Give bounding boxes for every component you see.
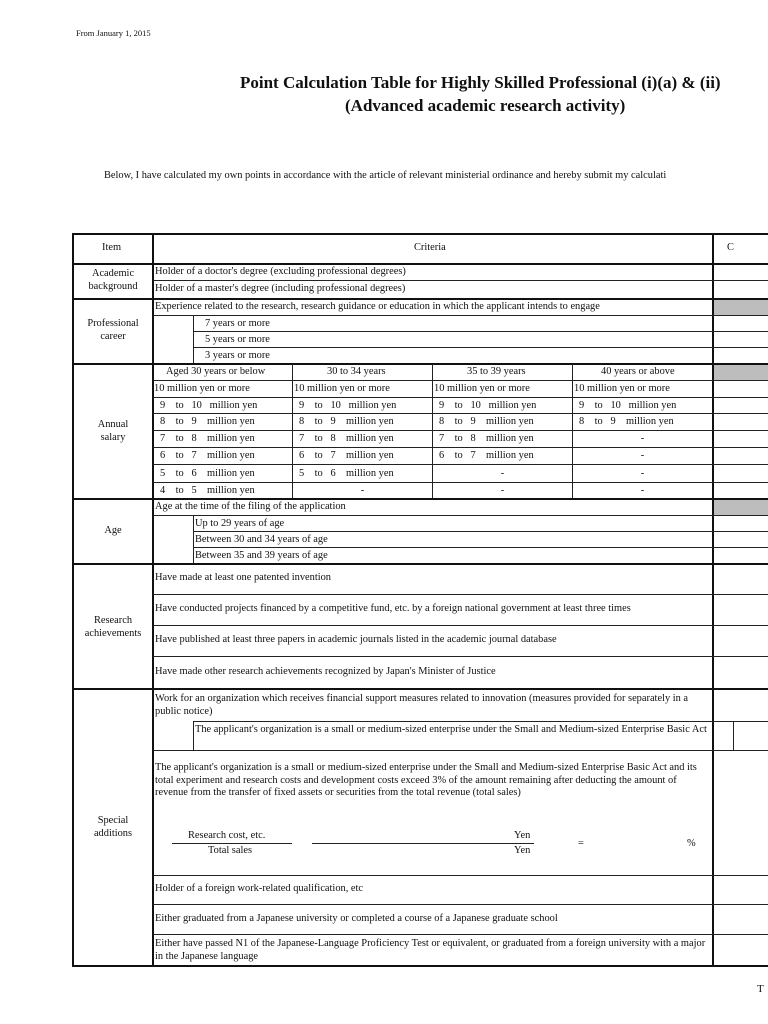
career-5years: 5 years or more <box>205 334 270 345</box>
academic-label-line2: background <box>88 280 138 292</box>
salary-label-line2: salary <box>100 431 126 443</box>
equals-sign: = <box>578 838 584 849</box>
salary-cell: 6 to 7 million yen <box>439 450 534 461</box>
innovation-criteria: Work for an organization which receives financial support measures related to innovation (measures provided for separately in a public notice) <box>155 693 689 717</box>
career-label-line2: career <box>100 330 126 342</box>
research-label-line2: achievements <box>84 627 142 639</box>
salary-cell: 6 to 7 million yen <box>160 450 255 461</box>
salary-cell: 10 million yen or more <box>294 383 390 394</box>
shaded-cell <box>714 499 768 515</box>
qualification-criteria: Holder of a foreign work-related qualification, etc <box>155 883 364 894</box>
salary-cell: 9 to 10 million yen <box>439 400 537 411</box>
research-label <box>74 615 152 640</box>
career-label <box>74 318 152 343</box>
salary-age-header: 40 years or above <box>601 366 675 377</box>
salary-age-header: 30 to 34 years <box>327 366 386 377</box>
yen-unit: Yen <box>514 830 531 841</box>
salary-cell: 8 to 9 million yen <box>439 416 534 427</box>
col-criteria-header: Criteria <box>414 242 446 253</box>
title-line2: (Advanced academic research activity) <box>345 96 626 115</box>
page-mark: T <box>757 983 764 995</box>
salary-cell: - <box>640 433 645 444</box>
special-label-line1: Special <box>97 815 129 826</box>
percent-sign: % <box>687 838 696 849</box>
research-row: Have conducted projects financed by a competitive fund, etc. by a foreign national government at least three times <box>155 603 631 614</box>
age-row: Between 35 and 39 years of age <box>195 550 328 561</box>
salary-cell: 8 to 9 million yen <box>299 416 394 427</box>
research-label-line1: Research <box>93 615 133 626</box>
salary-cell: 5 to 6 million yen <box>299 468 394 479</box>
yen-unit: Yen <box>514 845 531 856</box>
salary-cell: - <box>640 450 645 461</box>
academic-label <box>74 268 152 293</box>
salary-cell: - <box>640 468 645 479</box>
career-3years: 3 years or more <box>205 350 270 361</box>
salary-cell: 10 million yen or more <box>154 383 250 394</box>
age-row: Between 30 and 34 years of age <box>195 534 328 545</box>
japanese-university-criteria: Either graduated from a Japanese university or completed a course of a Japanese graduate school <box>155 913 558 924</box>
salary-cell: 9 to 10 million yen <box>579 400 677 411</box>
salary-cell: 5 to 6 million yen <box>160 468 255 479</box>
special-label-line2: additions <box>93 827 133 839</box>
salary-cell: 7 to 8 million yen <box>299 433 394 444</box>
shaded-cell <box>714 299 768 315</box>
salary-cell: - <box>500 485 505 496</box>
intro-text: Below, I have calculated my own points in accordance with the article of relevant ministerial ordinance and hereby submit my calculati <box>104 170 667 181</box>
col-item-header: Item <box>102 242 122 253</box>
career-7years: 7 years or more <box>205 318 270 329</box>
salary-cell: 9 to 10 million yen <box>160 400 258 411</box>
salary-cell: 4 to 5 million yen <box>160 485 255 496</box>
criteria-master: Holder of a master's degree (including professional degrees) <box>155 283 406 294</box>
shaded-cell <box>714 364 768 380</box>
salary-cell: 10 million yen or more <box>574 383 670 394</box>
rnd-criteria: The applicant's organization is a small or medium-sized enterprise under the Small and Medium-sized Enterprise Basic Act and its total experiment and research costs and development costs exceed 3% of the amount remaining after deducting the amount of revenue from the transfer of fixed assets or securities from the total revenue (total sales) <box>155 762 697 798</box>
age-label: Age <box>104 525 122 536</box>
salary-cell: 10 million yen or more <box>434 383 530 394</box>
salary-cell: - <box>500 468 505 479</box>
salary-label <box>74 419 152 444</box>
age-row: Up to 29 years of age <box>195 518 285 529</box>
total-sales-label: Total sales <box>208 845 252 856</box>
title-line1: Point Calculation Table for Highly Skilled Professional (i)(a) & (ii) <box>240 73 721 92</box>
salary-age-header: Aged 30 years or below <box>166 366 266 377</box>
salary-cell: - <box>360 485 365 496</box>
salary-cell: 8 to 9 million yen <box>160 416 255 427</box>
salary-cell: 7 to 8 million yen <box>160 433 255 444</box>
research-row: Have published at least three papers in academic journals listed in the academic journal database <box>155 634 557 645</box>
career-label-line1: Professional <box>87 318 139 329</box>
criteria-doctor: Holder of a doctor's degree (excluding professional degrees) <box>155 266 406 277</box>
col-points-header: C <box>727 242 734 253</box>
research-cost-label: Research cost, etc. <box>188 830 266 841</box>
salary-label-line1: Annual <box>97 419 129 430</box>
research-row: Have made other research achievements recognized by Japan's Minister of Justice <box>155 666 496 677</box>
salary-cell: 8 to 9 million yen <box>579 416 674 427</box>
date-note: From January 1, 2015 <box>76 28 151 38</box>
salary-cell: - <box>640 485 645 496</box>
sme-criteria: The applicant's organization is a small or medium-sized enterprise under the Small and Medium-sized Enterprise Basic Act <box>195 724 707 735</box>
academic-label-line1: Academic <box>91 268 135 279</box>
salary-age-header: 35 to 39 years <box>467 366 526 377</box>
age-intro: Age at the time of the filing of the application <box>155 501 346 512</box>
jlpt-criteria: Either have passed N1 of the Japanese-Language Proficiency Test or equivalent, or graduated from a foreign university with a major in the Japanese language <box>155 938 706 962</box>
salary-cell: 7 to 8 million yen <box>439 433 534 444</box>
research-row: Have made at least one patented invention <box>155 572 331 583</box>
career-intro: Experience related to the research, research guidance or education in which the applicant intends to engage <box>155 301 600 312</box>
salary-cell: 6 to 7 million yen <box>299 450 394 461</box>
salary-cell: 9 to 10 million yen <box>299 400 397 411</box>
special-label <box>74 815 152 840</box>
